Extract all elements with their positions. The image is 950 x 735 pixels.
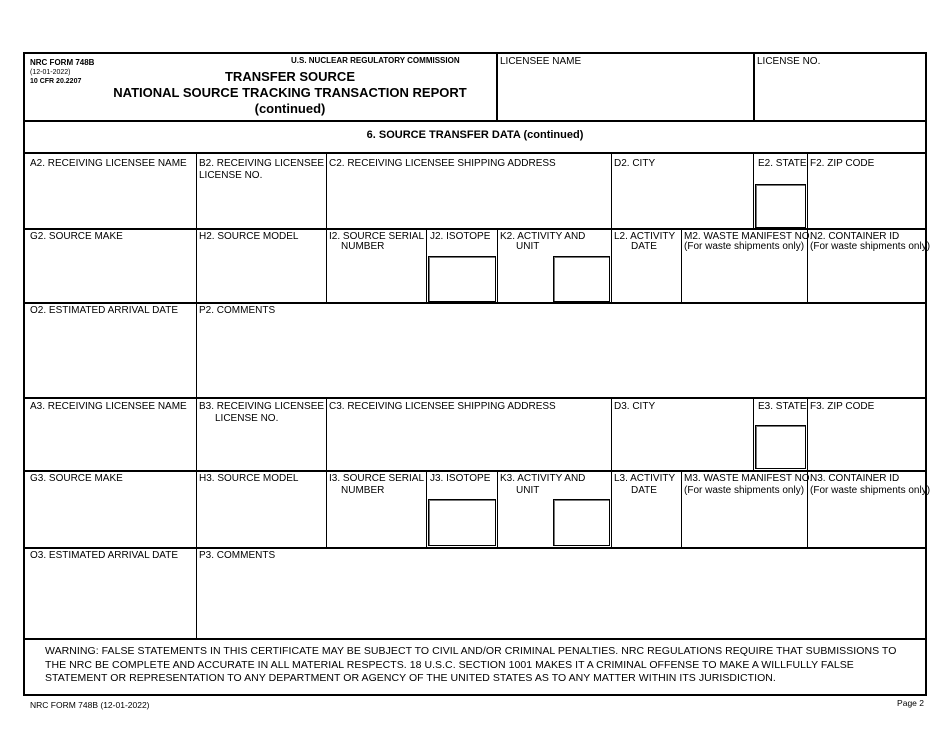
e2-state-input[interactable] [755,184,806,228]
b2-label: B2. RECEIVING LICENSEE [199,158,325,169]
e2-label: E2. STATE [758,158,807,169]
i2-label-2: NUMBER [341,241,385,252]
m3-label-2: (For waste shipments only) [684,485,805,496]
b2-label-2: LICENSE NO. [199,170,263,181]
form-date: (12-01-2022) [30,69,71,76]
p3-label: P3. COMMENTS [199,550,276,561]
k3-unit-input[interactable] [553,499,610,546]
l3-label: L3. ACTIVITY [614,473,676,484]
form-title-1: TRANSFER SOURCE [224,69,355,84]
p3-comments-field[interactable] [199,563,923,635]
j2-label: J2. ISOTOPE [430,231,491,242]
cfr-reference: 10 CFR 20.2207 [30,78,82,85]
p2-comments-field[interactable] [199,318,923,394]
o3-label: O3. ESTIMATED ARRIVAL DATE [30,550,178,561]
form-title-3: (continued) [254,101,326,116]
g3-label: G3. SOURCE MAKE [30,473,123,484]
d3-label: D3. CITY [614,401,656,412]
i3-label: I3. SOURCE SERIAL [329,473,425,484]
c3-label: C3. RECEIVING LICENSEE SHIPPING ADDRESS [329,401,556,412]
j3-label: J3. ISOTOPE [430,473,491,484]
j2-isotope-input[interactable] [428,256,496,302]
b3-label-2: LICENSE NO. [215,413,279,424]
i3-label-2: NUMBER [341,485,385,496]
l3-label-2: DATE [631,485,657,496]
k2-label-2: UNIT [516,241,540,252]
m2-label: M2. WASTE MANIFEST NO. [684,231,813,242]
form-title-2: NATIONAL SOURCE TRACKING TRANSACTION REPORT [113,85,467,100]
o2-label: O2. ESTIMATED ARRIVAL DATE [30,305,178,316]
b3-label: B3. RECEIVING LICENSEE [199,401,325,412]
warning-text: WARNING: FALSE STATEMENTS IN THIS CERTIFICATE MAY BE SUBJECT TO CIVIL AND/OR CRIMINAL PENALTIES. NRC REGULATIONS REQUIRE THAT SUBMISSIONS TO THE NRC BE COMPLETE AND ACCURATE IN ALL MATERIAL RESPECTS. 18 U.S.C. SECTION 1001 MAKES IT A CRIMINAL OFFENSE TO MAKE A WILLFULLY FALSE STATEMENT OR REPRESENTATION TO ANY DEPARTMENT OR AGENCY OF THE UNITED STATES AS TO ANY MATTER WITHIN ITS JURISDICTION. [45,645,897,684]
e3-label: E3. STATE [758,401,807,412]
agency-name: U.S. NUCLEAR REGULATORY COMMISSION [291,56,460,65]
g2-label: G2. SOURCE MAKE [30,231,123,242]
page-number: Page 2 [897,698,924,708]
f2-label: F2. ZIP CODE [810,158,875,169]
l2-label: L2. ACTIVITY [614,231,676,242]
m2-label-2: (For waste shipments only) [684,241,805,252]
form-number: NRC FORM 748B [30,58,95,67]
f3-label: F3. ZIP CODE [810,401,875,412]
k2-label: K2. ACTIVITY AND [500,231,586,242]
d2-label: D2. CITY [614,158,656,169]
h3-label: H3. SOURCE MODEL [199,473,299,484]
l2-label-2: DATE [631,241,657,252]
k3-label-2: UNIT [516,485,540,496]
license-no-field[interactable] [757,70,923,118]
m3-label: M3. WASTE MANIFEST NO. [684,473,813,484]
e3-state-input[interactable] [755,425,806,469]
footer-form-ref: NRC FORM 748B (12-01-2022) [30,700,150,710]
licensee-name-label: LICENSEE NAME [500,56,582,67]
n3-label: N3. CONTAINER ID [810,473,900,484]
n2-label-2: (For waste shipments only) [810,241,931,252]
k2-unit-input[interactable] [553,256,610,302]
c2-label: C2. RECEIVING LICENSEE SHIPPING ADDRESS [329,158,556,169]
p2-label: P2. COMMENTS [199,305,276,316]
a2-label: A2. RECEIVING LICENSEE NAME [30,158,187,169]
n2-label: N2. CONTAINER ID [810,231,900,242]
i2-label: I2. SOURCE SERIAL [329,231,425,242]
section-title: 6. SOURCE TRANSFER DATA (continued) [366,129,584,141]
a3-label: A3. RECEIVING LICENSEE NAME [30,401,187,412]
h2-label: H2. SOURCE MODEL [199,231,299,242]
n3-label-2: (For waste shipments only) [810,485,931,496]
licensee-name-field[interactable] [500,70,750,118]
license-no-label: LICENSE NO. [757,56,821,67]
j3-isotope-input[interactable] [428,499,496,546]
k3-label: K3. ACTIVITY AND [500,473,586,484]
